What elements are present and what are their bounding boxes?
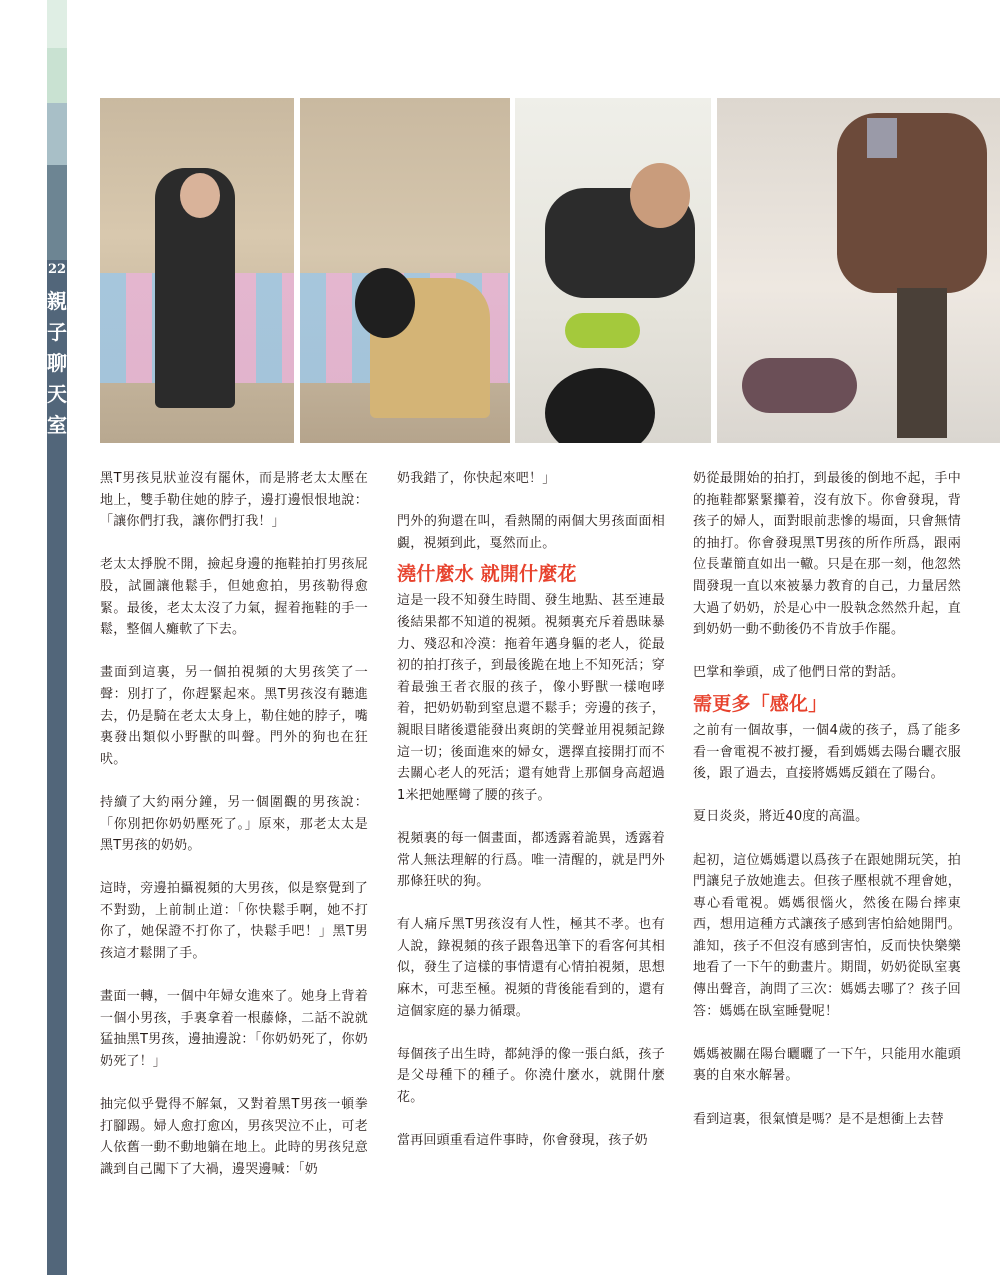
paragraph: 當再回頭重看這件事時，你會發現，孩子奶 (397, 1133, 648, 1149)
paragraph: 畫面到這裏，另一個拍視頻的大男孩笑了一聲：別打了，你趕緊起來。黑T男孩沒有聽進去，仍是騎在老太太身上，勒住她的脖子，嘴裏發出類似小野獸的叫聲。門外的狗也在狂吠。 (100, 665, 368, 767)
side-strip-light (47, 0, 67, 48)
paragraph: 夏日炎炎，將近40度的高溫。 (693, 809, 869, 825)
photo-figure (897, 288, 947, 438)
text-column-2 (397, 468, 665, 1173)
photo-figure (742, 358, 857, 413)
paragraph: 這是一段不知發生時間、發生地點、甚至連最後結果都不知道的視頻。視頻裏充斥着愚昧暴力、殘忍和冷漠：拖着年邁身軀的老人，從最初的拍打孩子，到最後跪在地上不知死活；穿着最強王者衣服的孩子，像小野獸一樣咆哮着，把奶奶勒到窒息還不鬆手；旁邊的孩子，親眼目睹後還能發出爽朗的笑聲並用視頻記錄這一切；後面進來的婦女，選擇直接開打而不去關心老人的死活；還有她背上那個身高超過1米把她壓彎了腰的孩子。 (397, 593, 665, 803)
paragraph: 門外的狗還在叫，看熱鬧的兩個大男孩面面相覷，視頻到此，戛然而止。 (397, 514, 665, 551)
column-title-char: 親 (47, 289, 67, 313)
column-title (47, 286, 67, 441)
paragraph: 看到這裏，很氣憤是嗎？是不是想衝上去替 (693, 1111, 944, 1127)
paragraph: 媽媽被關在陽台曬曬了一下午，只能用水龍頭裏的自來水解暑。 (693, 1046, 961, 1084)
photo-strip (100, 98, 1000, 443)
paragraph: 畫面一轉，一個中年婦女進來了。她身上背着一個小男孩，手裏拿着一根藤條，二話不說就猛抽黑T男孩，邊抽邊說：「你奶奶死了，你奶奶死了！」 (100, 989, 368, 1070)
paragraph: 老太太掙脫不開，撿起身邊的拖鞋拍打男孩屁股，試圖讓他鬆手，但她愈拍，男孩勒得愈緊。最後，老太太沒了力氣，握着拖鞋的手一鬆，整個人癱軟了下去。 (100, 557, 368, 638)
paragraph: 抽完似乎覺得不解氣，又對着黑T男孩一頓拳打腳踢。婦人愈打愈凶，男孩哭泣不止，可老人依舊一動不動地躺在地上。此時的男孩兒意識到自己闖下了大禍，邊哭邊喊：「奶 (100, 1097, 368, 1177)
photo-figure (545, 368, 655, 443)
side-strip-mint (47, 48, 67, 103)
photo-figure (837, 113, 987, 293)
paragraph: 這時，旁邊拍攝視頻的大男孩，似是察覺到了不對勁，上前制止道：「你快鬆手啊，她不打你了，她保證不打你了，快鬆手吧！」黑T男孩這才鬆開了手。 (100, 881, 368, 962)
paragraph: 奶我錯了，你快起來吧！」 (397, 471, 556, 486)
side-strip-blue-gray (47, 103, 67, 165)
column-title-char: 天 (47, 382, 67, 406)
photo-1 (100, 98, 294, 443)
photo-figure (180, 173, 220, 218)
text-column-3 (693, 468, 961, 1152)
photo-figure (355, 268, 415, 338)
paragraph: 每個孩子出生時，都純淨的像一張白紙，孩子是父母種下的種子。你澆什麼水，就開什麼花。 (397, 1046, 665, 1106)
paragraph: 視頻裏的每一個畫面，都透露着詭異，透露着常人無法理解的行爲。唯一清醒的，就是門外那條狂吠的狗。 (397, 830, 665, 890)
paragraph: 巴掌和拳頭，成了他們日常的對話。 (693, 665, 905, 681)
column-title-char: 室 (47, 413, 67, 437)
section-heading: 需更多「感化」 (693, 692, 828, 715)
side-strip-slate (47, 165, 67, 260)
page-number: 22 (47, 262, 67, 277)
column-title-char: 子 (47, 320, 67, 344)
photo-2 (300, 98, 510, 443)
photo-4 (717, 98, 1000, 443)
text-column-1 (100, 468, 368, 1202)
photo-figure (565, 313, 640, 348)
section-heading: 澆什麼水 就開什麼花 (397, 563, 577, 586)
paragraph: 黑T男孩見狀並沒有罷休，而是將老太太壓在地上，雙手勒住她的脖子，邊打邊恨恨地說：「讓你們打我，讓你們打我！」 (100, 471, 368, 530)
paragraph: 之前有一個故事，一個4歲的孩子，爲了能多看一會電視不被打擾，看到媽媽去陽台曬衣服後，跟了過去，直接將媽媽反鎖在了陽台。 (693, 722, 961, 782)
paragraph: 奶從最開始的拍打，到最後的倒地不起，手中的拖鞋都緊緊攥着，沒有放下。你會發現，背孩子的婦人，面對眼前悲慘的場面，只會無情的抽打。你會發現黑T男孩的所作所爲，跟兩位長輩簡直如出一轍。只是在那一刻，他忽然間發現一直以來被暴力教育的自己，力量居然大過了奶奶，於是心中一股執念然然升起，直到奶奶一動不動後仍不肯放手作罷。 (693, 471, 961, 638)
photo-figure (630, 163, 690, 228)
photo-figure (867, 118, 897, 158)
paragraph: 起初，這位媽媽還以爲孩子在跟她開玩笑，拍門讓兒子放她進去。但孩子壓根就不理會她，專心看電視。媽媽很惱火，然後在陽台摔東西，想用這種方式讓孩子感到害怕給她開門。誰知，孩子不但沒有感到害怕，反而快快樂樂地看了一下午的動畫片。期間，奶奶從臥室裏傳出聲音，詢問了三次：媽媽去哪了？孩子回答：媽媽在臥室睡覺呢！ (693, 852, 961, 1019)
column-title-char: 聊 (47, 351, 67, 375)
photo-3 (515, 98, 711, 443)
paragraph: 有人痛斥黑T男孩沒有人性，極其不孝。也有人說，錄視頻的孩子跟魯迅筆下的看客何其相似，發生了這樣的事情還有心情拍視頻，思想麻木，可悲至極。視頻的背後能看到的，還有這個家庭的暴力循環。 (397, 917, 665, 1019)
paragraph: 持續了大約兩分鐘，另一個圍觀的男孩說：「你別把你奶奶壓死了。」原來，那老太太是黑T男孩的奶奶。 (100, 794, 368, 854)
